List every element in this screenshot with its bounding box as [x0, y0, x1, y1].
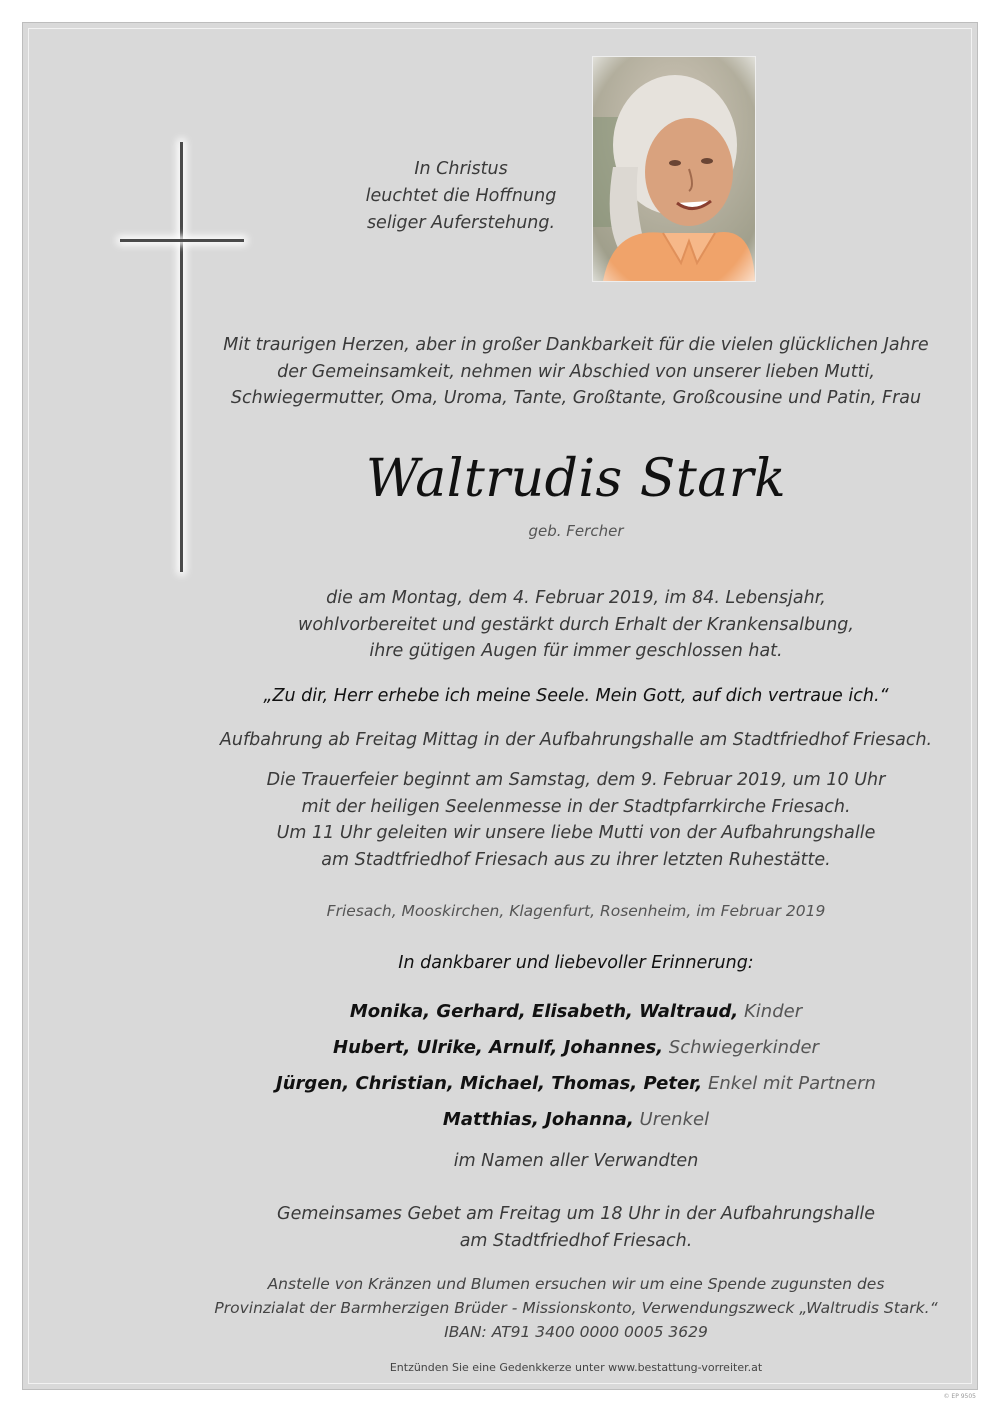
maiden-name: geb. Fercher	[528, 522, 624, 540]
wake-info: Aufbahrung ab Freitag Mittag in der Aufbahrungshalle am Stadtfriedhof Friesach.	[219, 730, 933, 750]
cross-icon-crossbar	[120, 239, 244, 242]
family-names: Jürgen, Christian, Michael, Thomas, Peter,	[276, 1073, 703, 1094]
donation-line: Provinzialat der Barmherzigen Brüder - Missionskonto, Verwendungszweck „Waltrudis Stark.“	[214, 1299, 938, 1317]
family-row	[200, 1030, 952, 1066]
funeral-line: am Stadtfriedhof Friesach aus zu ihrer letzten Ruhestätte.	[321, 849, 831, 870]
family-row	[200, 1102, 952, 1138]
intro-line: der Gemeinsamkeit, nehmen wir Abschied von unserer lieben Mutti,	[277, 361, 875, 382]
family-row	[200, 994, 952, 1030]
funeral-info	[200, 767, 952, 873]
death-line: ihre gütigen Augen für immer geschlossen hat.	[369, 641, 783, 661]
family-names: Hubert, Ulrike, Arnulf, Johannes,	[333, 1037, 664, 1058]
cross-icon	[180, 142, 183, 572]
intro-line: Mit traurigen Herzen, aber in großer Dankbarkeit für die vielen glücklichen Jahre	[223, 335, 929, 355]
intro-line: Schwiegermutter, Oma, Uroma, Tante, Großtante, Großcousine und Patin, Frau	[230, 388, 922, 408]
funeral-line: mit der heiligen Seelenmesse in der Stadtpfarrkirche Friesach.	[301, 796, 851, 817]
relatives-note: im Namen aller Verwandten	[453, 1151, 699, 1171]
family-row	[200, 1066, 952, 1102]
memory-heading: In dankbarer und liebevoller Erinnerung:	[398, 953, 754, 973]
portrait-photo	[592, 56, 756, 282]
death-line: wohlvorbereitet und gestärkt durch Erhalt der Krankensalbung,	[298, 614, 854, 635]
memorial-candle-link[interactable]: Entzünden Sie eine Gedenkkerze unter www.bestattung-vorreiter.at	[389, 1361, 763, 1374]
family-role: Urenkel	[639, 1109, 710, 1130]
motto-line: seliger Auferstehung.	[366, 213, 556, 233]
family-role: Enkel mit Partnern	[707, 1073, 876, 1094]
deceased-name: Waltrudis Stark	[365, 449, 787, 509]
death-notice	[200, 585, 952, 665]
prayer-line: am Stadtfriedhof Friesach.	[459, 1230, 693, 1251]
family-role: Kinder	[744, 1001, 803, 1022]
donation-info	[200, 1272, 952, 1344]
family-role: Schwiegerkinder	[668, 1037, 819, 1058]
donation-line: Anstelle von Kränzen und Blumen ersuchen wir um eine Spende zugunsten des	[267, 1275, 885, 1293]
motto	[330, 156, 592, 237]
family-names: Matthias, Johanna,	[442, 1109, 634, 1130]
iban-line[interactable]: IBAN: AT91 3400 0000 0005 3629	[444, 1323, 708, 1341]
family-list	[200, 994, 952, 1138]
portrait-image	[593, 57, 755, 281]
family-names: Monika, Gerhard, Elisabeth, Waltraud,	[349, 1001, 739, 1022]
funeral-line: Um 11 Uhr geleiten wir unsere liebe Mutti von der Aufbahrungshalle	[276, 823, 876, 843]
death-line: die am Montag, dem 4. Februar 2019, im 84. Lebensjahr,	[326, 588, 826, 608]
places-date: Friesach, Mooskirchen, Klagenfurt, Rosenheim, im Februar 2019	[326, 902, 826, 920]
motto-line: In Christus	[414, 159, 508, 179]
prayer-line: Gemeinsames Gebet am Freitag um 18 Uhr in der Aufbahrungshalle	[277, 1204, 875, 1224]
motto-line: leuchtet die Hoffnung	[365, 186, 557, 206]
bible-quote: „Zu dir, Herr erhebe ich meine Seele. Mein Gott, auf dich vertraue ich.“	[263, 686, 889, 706]
funeral-line: Die Trauerfeier beginnt am Samstag, dem 9. Februar 2019, um 10 Uhr	[266, 770, 886, 790]
intro-text	[200, 332, 952, 412]
copyright-mark: © EP 9505	[943, 1393, 976, 1400]
prayer-info	[200, 1201, 952, 1254]
